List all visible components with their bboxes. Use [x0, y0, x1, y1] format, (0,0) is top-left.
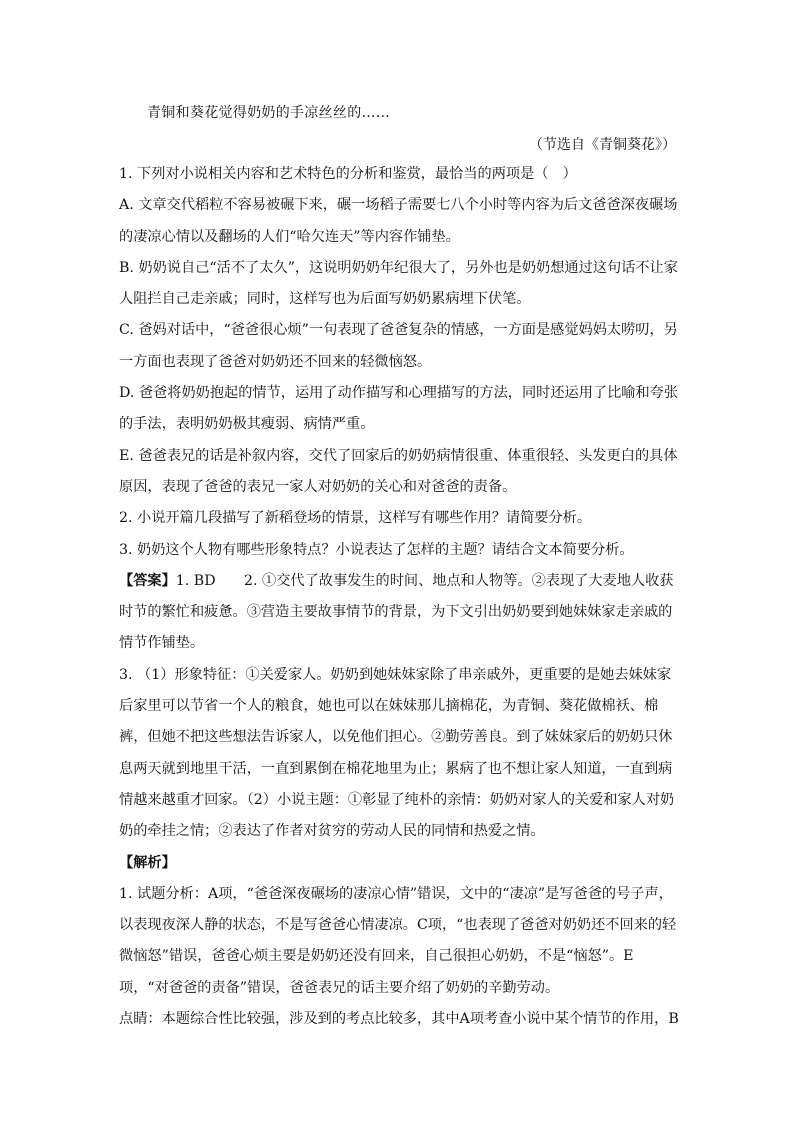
answer-3: 3. （1）形象特征：①关爱家人。奶奶到她妹妹家除了串亲戚外，更重要的是她去妹妹家后家里可以节省一个人的粮食，她也可以在妹妹那儿摘棉花，为青铜、葵花做棉袄、棉裤，但她不把这些想法告诉家人，以免他们担心。②勤劳善良。到了妹妹家后的奶奶只休息两天就到地里干活，一直到累倒在棉花地里为止；累病了也不想让家人知道，一直到病情越来越重才回家。（2）小说主题：①彰显了纯朴的亲情：奶奶对家人的关爱和家人对奶奶的牵挂之情；②表达了作者对贫穷的劳动人民的同情和热爱之情。	[119, 666, 675, 840]
option-a: A. 文章交代稻粒不容易被碾下来，碾一场稻子需要七八个小时等内容为后文爸爸深夜碾场的凄凉心情以及翻场的人们“哈欠连天”等内容作铺垫。	[119, 197, 678, 245]
analysis-text: 1. 试题分析：A项，“爸爸深夜碾场的凄凉心情”错误，文中的“凄凉”是写爸爸的号子声，以表现夜深人静的状态，不是写爸爸心情凄凉。C项，“也表现了爸爸对奶奶还不回来的轻微恼怒”错误，爸爸心烦主要是奶奶还没有回来，自己很担心奶奶，不是“恼怒”。E项，“对爸爸的责备”错误，爸爸表兄的话主要介绍了奶奶的辛勤劳动。	[119, 885, 677, 996]
excerpt-last-line: 青铜和葵花觉得奶奶的手凉丝丝的……	[147, 105, 391, 121]
option-b: B. 奶奶说自己“活不了太久”，这说明奶奶年纪很大了，另外也是奶奶想通过这句话不让家人阻拦自己走亲戚；同时，这样写也为后面写奶奶累病埋下伏笔。	[119, 259, 678, 308]
answer-paragraph	[119, 566, 679, 660]
question-1: 1. 下列对小说相关内容和艺术特色的分析和鉴赏，最恰当的两项是（ ）	[119, 166, 577, 182]
question-2: 2. 小说开篇几段描写了新稻登场的情景，这样写有哪些作用？请简要分析。	[119, 510, 592, 527]
option-c: C. 爸妈对话中，“爸爸很心烦”一句表现了爸爸复杂的情感，一方面是感觉妈妈太唠叨，另一方面也表现了爸爸对奶奶还不回来的轻微恼怒。	[119, 322, 678, 370]
source-citation: （节选自《青铜葵花》）	[529, 137, 676, 153]
answer-text: 1. BD 2. ①交代了故事发生的时间、地点和人物等。②表现了大麦地人收获时节的繁忙和疲惫。③营造主要故事情节的背景，为下文引出奶奶要到她妹妹家走亲戚的情节作铺垫。	[119, 572, 674, 652]
option-e: E. 爸爸表兄的话是补叙内容，交代了回家后的奶奶病情很重、体重很轻、头发更白的具体原因，表现了爸爸的表兄一家人对奶奶的关心和对爸爸的责备。	[119, 447, 678, 495]
option-d: D. 爸爸将奶奶抱起的情节，运用了动作描写和心理描写的方法，同时还运用了比喻和夸张的手法，表明奶奶极其瘦弱、病情严重。	[119, 385, 679, 433]
document-body	[119, 159, 679, 1035]
answer-label: 【答案】	[119, 572, 176, 589]
analysis-label: 【解析】	[119, 854, 176, 871]
question-3: 3. 奶奶这个人物有哪些形象特点？小说表达了怎样的主题？请结合文本简要分析。	[119, 541, 634, 558]
comment-text: 点睛：本题综合性比较强，涉及到的考点比较多，其中A项考查小说中某个情节的作用，B	[119, 1011, 679, 1028]
